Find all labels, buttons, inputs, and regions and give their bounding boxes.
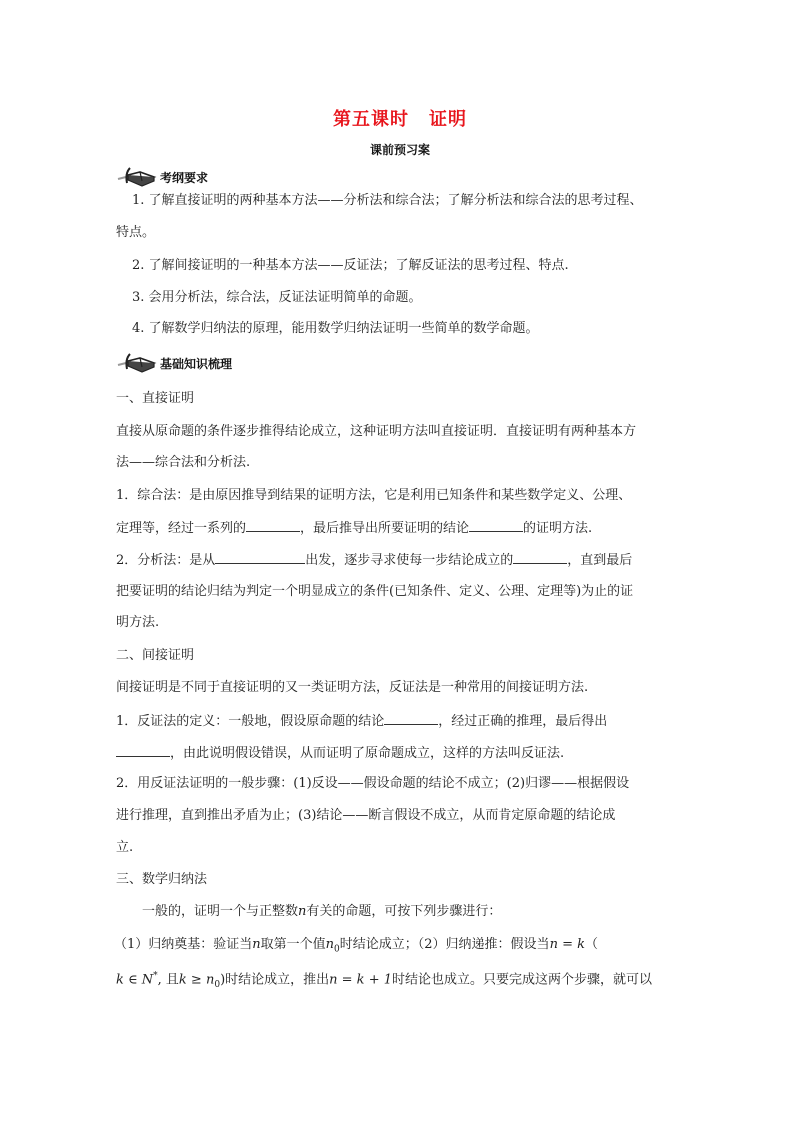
title-topic: 证明 [429, 109, 467, 130]
book-quill-icon [116, 351, 158, 373]
fill-in-blank[interactable] [116, 744, 170, 757]
text: （ [584, 937, 598, 952]
math-expr: n = k [549, 937, 585, 952]
section-heading-basics [116, 349, 232, 373]
math-expr: n = k + 1 [329, 972, 392, 988]
fill-in-blank[interactable] [215, 551, 305, 564]
text: 定理等，经过一系列的 [116, 521, 247, 536]
part-heading-indirect: 二、间接证明 [116, 648, 195, 663]
part-heading-induction: 三、数学归纳法 [116, 872, 208, 887]
syllabus-item: 1. 了解直接证明的两种基本方法——分析法和综合法；了解分析法和综合法的思考过程、 [132, 193, 643, 208]
math-subscript: 0 [214, 979, 221, 990]
section-heading-label: 基础知识梳理 [160, 357, 233, 371]
paragraph-line: 明方法. [116, 615, 160, 630]
paragraph-line [116, 551, 632, 569]
fill-in-blank[interactable] [384, 712, 438, 725]
paragraph-line: 进行推理，直到推出矛盾为止；(3)结论——断言假设不成立，从而肯定原命题的结论成 [116, 808, 616, 823]
text: 时结论成立，推出 [225, 972, 330, 988]
section-heading-label: 考纲要求 [160, 171, 209, 185]
text: ，最后推导出所要证明的结论 [300, 521, 470, 536]
paragraph-line: 法——综合法和分析法. [116, 455, 251, 470]
page-subtitle: 课前预习案 [369, 143, 430, 157]
text: 取第一个值 [260, 937, 326, 952]
paragraph-line [116, 712, 607, 730]
paragraph-line: 立. [116, 840, 134, 855]
fill-in-blank[interactable] [469, 519, 523, 532]
text: ) [220, 972, 226, 988]
paragraph-line: 间接证明是不同于直接证明的又一类证明方法，反证法是一种常用的间接证明方法. [116, 680, 589, 695]
paragraph-line: 把要证明的结论归结为判定一个明显成立的条件(已知条件、定义、公理、定理等)为止的证 [116, 584, 634, 599]
text: , 且 [157, 972, 179, 988]
title-lesson: 第五课时 [333, 109, 409, 130]
paragraph-line: 直接从原命题的条件逐步推得结论成立，这种证明方法叫直接证明．直接证明有两种基本方 [116, 424, 637, 439]
paragraph-line [116, 519, 592, 537]
text: 2．分析法：是从 [116, 553, 216, 568]
page-title [0, 105, 800, 131]
paragraph-line [116, 744, 564, 762]
text: 有关的命题，可按下列步骤进行： [306, 904, 502, 919]
math-subscript: 0 [334, 944, 340, 955]
paragraph-line [142, 904, 501, 920]
text: ，由此说明假设错误，从而证明了原命题成立，这样的方法叫反证法. [170, 746, 565, 761]
text: 1．反证法的定义：一般地，假设原命题的结论 [116, 714, 385, 729]
text: ，直到最后 [567, 553, 633, 568]
math-superscript: * [153, 971, 158, 981]
paragraph-line [114, 937, 598, 958]
fill-in-blank[interactable] [513, 551, 567, 564]
text: 的证明方法. [523, 521, 593, 536]
math-var: n [252, 937, 261, 952]
text: （1）归纳奠基：验证当 [114, 937, 253, 952]
book-quill-icon [116, 165, 158, 187]
part-heading-direct: 一、直接证明 [116, 391, 195, 406]
math-expr: k ≥ n [178, 972, 215, 988]
syllabus-item: 3. 会用分析法，综合法，反证法证明简单的命题。 [132, 290, 422, 305]
syllabus-item: 特点。 [116, 225, 156, 240]
paragraph-line [116, 968, 652, 993]
paragraph-line: 1．综合法：是由原因推导到结果的证明方法，它是利用已知条件和某些数学定义、公理、 [116, 488, 632, 503]
text: ，经过正确的推理，最后得出 [438, 714, 608, 729]
math-expr: k ∈ N [116, 972, 154, 988]
text: 时结论也成立。只要完成这两个步骤，就可以 [392, 972, 653, 988]
paragraph-line: 2．用反证法证明的一般步骤：(1)反设——假设命题的结论不成立；(2)归谬——根据假设 [116, 776, 630, 791]
section-heading-syllabus [116, 163, 208, 187]
syllabus-item: 4. 了解数学归纳法的原理，能用数学归纳法证明一些简单的数学命题。 [132, 321, 539, 336]
math-var: n [325, 937, 335, 952]
text: 时结论成立；（2）归纳递推：假设当 [339, 937, 550, 952]
math-var: n [298, 904, 307, 919]
fill-in-blank[interactable] [246, 519, 300, 532]
text: 出发，逐步寻求使每一步结论成立的 [305, 553, 514, 568]
text: 一般的，证明一个与正整数 [142, 904, 299, 919]
syllabus-item: 2. 了解间接证明的一种基本方法——反证法；了解反证法的思考过程、特点. [132, 258, 569, 273]
